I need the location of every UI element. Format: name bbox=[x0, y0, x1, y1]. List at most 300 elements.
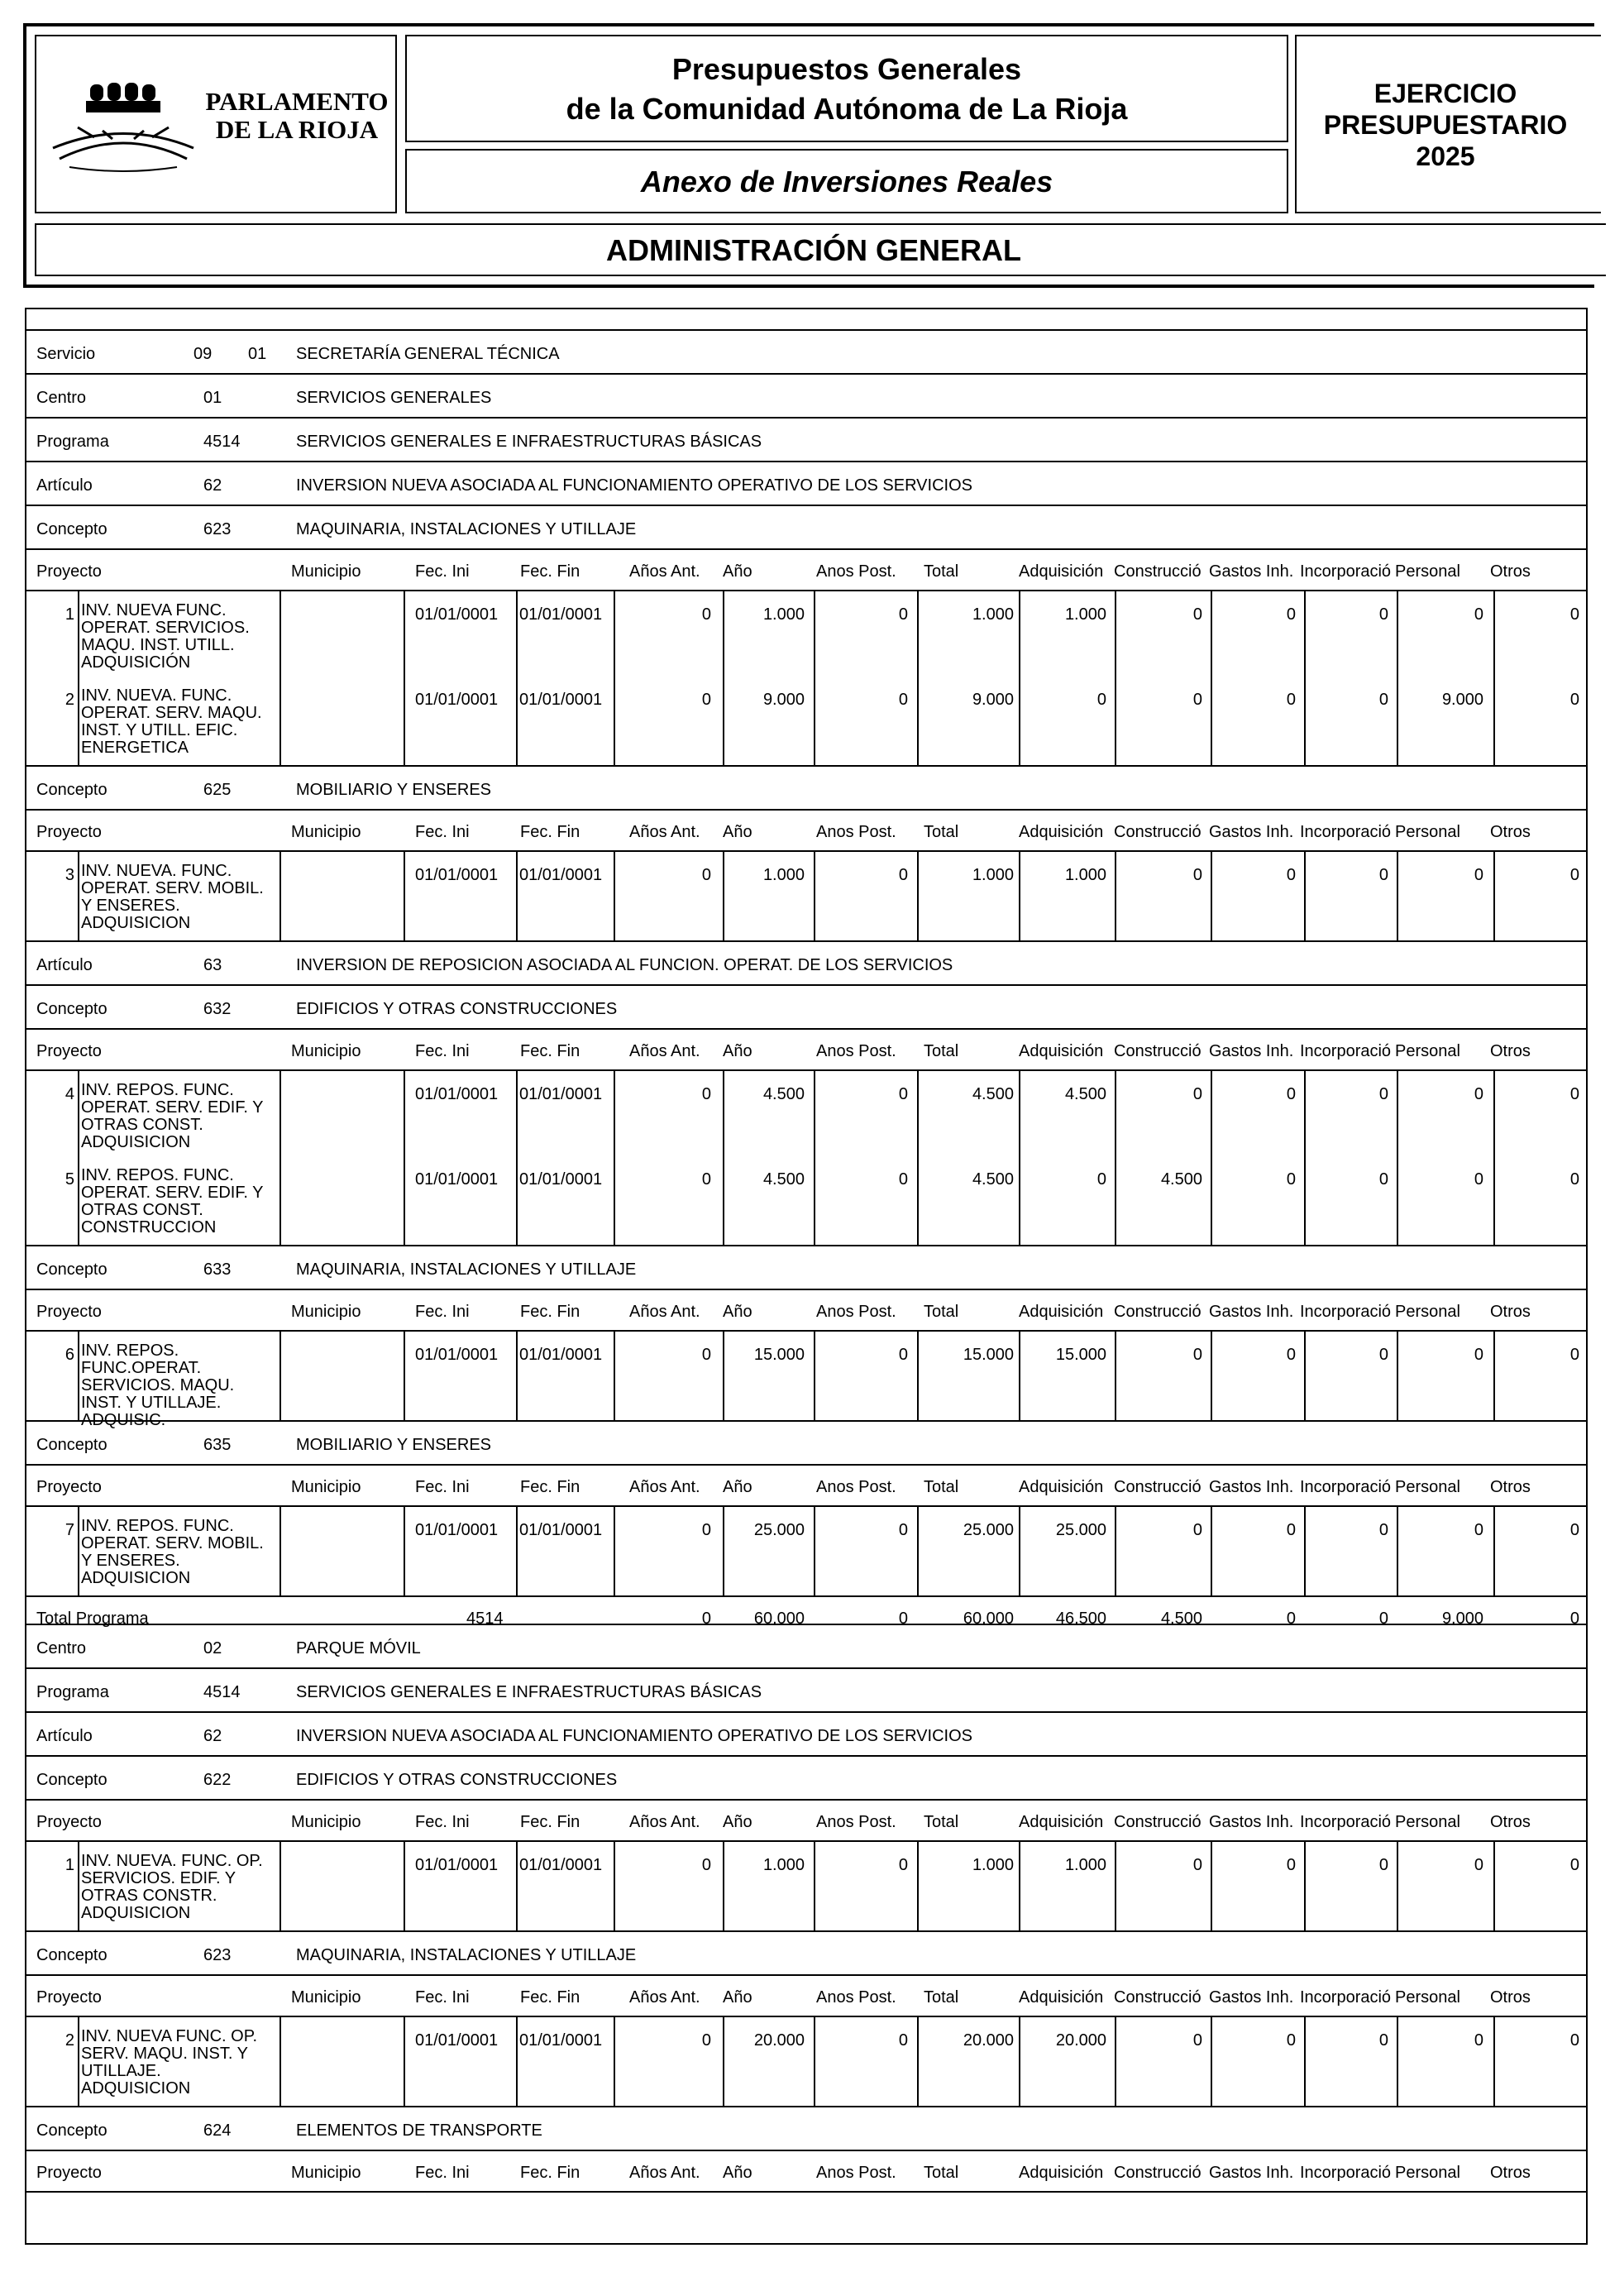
column-header: Fec. Ini bbox=[415, 1479, 470, 1495]
level-label: Artículo bbox=[36, 476, 93, 495]
section-title: ADMINISTRACIÓN GENERAL bbox=[606, 233, 1021, 267]
column-header: Fec. Fin bbox=[520, 2164, 580, 2181]
project-value-gastos: 0 bbox=[1286, 2031, 1296, 2050]
cell-divider bbox=[1211, 1330, 1212, 1420]
row-divider bbox=[26, 940, 1586, 942]
column-header: Gastos Inh. bbox=[1209, 1043, 1294, 1060]
project-value-ant: 0 bbox=[701, 2031, 711, 2050]
cell-divider bbox=[1115, 2016, 1116, 2106]
project-description: INV. REPOS. FUNC. OPERAT. SERV. EDIF. Y OTRAS CONST. CONSTRUCCION bbox=[81, 1166, 264, 1236]
column-header: Año bbox=[723, 824, 752, 840]
project-fec-fin: 01/01/0001 bbox=[519, 1856, 603, 1874]
title-line2: de la Comunidad Autónoma de La Rioja bbox=[566, 92, 1128, 126]
cell-divider bbox=[279, 1505, 281, 1595]
column-header: Anos Post. bbox=[816, 2164, 896, 2181]
project-value-post: 0 bbox=[898, 866, 908, 884]
title-box bbox=[405, 35, 1288, 142]
column-header: Personal bbox=[1395, 2164, 1460, 2181]
cell-divider bbox=[1211, 1505, 1212, 1595]
project-value-inc: 0 bbox=[1378, 691, 1388, 709]
total-value-anio: 60.000 bbox=[753, 1610, 805, 1628]
cell-divider bbox=[279, 850, 281, 940]
project-value-otros: 0 bbox=[1569, 1085, 1579, 1103]
cell-divider bbox=[614, 1840, 615, 1930]
cell-divider bbox=[723, 1505, 724, 1595]
column-header: Construcció bbox=[1114, 1479, 1202, 1495]
level-description: MOBILIARIO Y ENSERES bbox=[296, 781, 492, 799]
cell-divider bbox=[917, 1330, 919, 1420]
cell-divider bbox=[614, 1505, 615, 1595]
level-code: 624 bbox=[203, 2121, 232, 2140]
column-header: Fec. Ini bbox=[415, 1989, 470, 2006]
row-divider bbox=[26, 2106, 1586, 2107]
column-header: Proyecto bbox=[36, 1989, 102, 2006]
project-description: INV. NUEVA. FUNC. OPERAT. SERV. MAQU. INST. Y UTILL. EFIC. ENERGETICA bbox=[81, 686, 262, 757]
column-header: Personal bbox=[1395, 1479, 1460, 1495]
cell-divider bbox=[279, 1840, 281, 1930]
cell-divider bbox=[1304, 1840, 1306, 1930]
project-value-total: 20.000 bbox=[963, 2031, 1014, 2050]
column-header: Fec. Ini bbox=[415, 824, 470, 840]
level-label: Programa bbox=[36, 433, 109, 451]
row-divider bbox=[26, 548, 1586, 550]
project-value-anio: 1.000 bbox=[762, 1856, 805, 1874]
column-header: Municipio bbox=[291, 1814, 361, 1830]
level-label: Concepto bbox=[36, 1260, 107, 1279]
project-value-otros: 0 bbox=[1569, 605, 1579, 624]
cell-divider bbox=[279, 1069, 281, 1245]
project-value-cons: 0 bbox=[1192, 2031, 1202, 2050]
cell-divider bbox=[1115, 850, 1116, 940]
level-description: MAQUINARIA, INSTALACIONES Y UTILLAJE bbox=[296, 520, 637, 538]
project-value-post: 0 bbox=[898, 1170, 908, 1189]
project-value-post: 0 bbox=[898, 1346, 908, 1364]
project-fec-ini: 01/01/0001 bbox=[415, 1170, 499, 1189]
cell-divider bbox=[78, 590, 79, 765]
row-divider bbox=[26, 2016, 1586, 2017]
project-value-anio: 25.000 bbox=[753, 1521, 805, 1539]
project-description: INV. NUEVA. FUNC. OPERAT. SERV. MOBIL. Y ENSERES. ADQUISICION bbox=[81, 862, 264, 932]
cell-divider bbox=[917, 1840, 919, 1930]
cell-divider bbox=[814, 1505, 815, 1595]
cell-divider bbox=[723, 1840, 724, 1930]
column-header: Municipio bbox=[291, 2164, 361, 2181]
ejercicio-box bbox=[1295, 35, 1601, 213]
cell-divider bbox=[78, 1330, 79, 1420]
level-code: 623 bbox=[203, 520, 232, 538]
column-header: Construcció bbox=[1114, 1989, 1202, 2006]
project-value-anio: 9.000 bbox=[762, 691, 805, 709]
column-header: Años Ant. bbox=[629, 1303, 700, 1320]
project-value-inc: 0 bbox=[1378, 1521, 1388, 1539]
level-code: 4514 bbox=[203, 433, 241, 451]
level-code: 625 bbox=[203, 781, 232, 799]
column-header: Total bbox=[924, 1043, 959, 1060]
cell-divider bbox=[1493, 1505, 1495, 1595]
cell-divider bbox=[814, 1840, 815, 1930]
cell-divider bbox=[1493, 1840, 1495, 1930]
cell-divider bbox=[1493, 1330, 1495, 1420]
column-header: Años Ant. bbox=[629, 1043, 700, 1060]
level-description: EDIFICIOS Y OTRAS CONSTRUCCIONES bbox=[296, 1000, 618, 1018]
project-value-otros: 0 bbox=[1569, 2031, 1579, 2050]
cell-divider bbox=[723, 850, 724, 940]
org-name: PARLAMENTO DE LA RIOJA bbox=[205, 87, 389, 144]
cell-divider bbox=[1397, 2016, 1398, 2106]
column-header: Fec. Fin bbox=[520, 1814, 580, 1830]
project-value-cons: 4.500 bbox=[1160, 1170, 1202, 1189]
project-value-cons: 0 bbox=[1192, 605, 1202, 624]
column-header: Gastos Inh. bbox=[1209, 563, 1294, 580]
level-label: Concepto bbox=[36, 520, 107, 538]
project-description: INV. REPOS. FUNC. OPERAT. SERV. EDIF. Y OTRAS CONST. ADQUISICION bbox=[81, 1081, 264, 1151]
total-value-gastos: 0 bbox=[1286, 1610, 1296, 1628]
project-value-adq: 1.000 bbox=[1064, 605, 1106, 624]
column-header: Otros bbox=[1490, 1479, 1531, 1495]
level-code: 62 bbox=[203, 476, 222, 495]
project-number: 2 bbox=[64, 2031, 74, 2050]
project-value-adq: 1.000 bbox=[1064, 1856, 1106, 1874]
cell-divider bbox=[814, 1330, 815, 1420]
cell-divider bbox=[1115, 1505, 1116, 1595]
column-header: Proyecto bbox=[36, 1043, 102, 1060]
project-value-pers: 0 bbox=[1474, 1346, 1483, 1364]
cell-divider bbox=[404, 590, 405, 765]
project-fec-fin: 01/01/0001 bbox=[519, 1170, 603, 1189]
project-number: 6 bbox=[64, 1346, 74, 1364]
cell-divider bbox=[1211, 850, 1212, 940]
project-fec-ini: 01/01/0001 bbox=[415, 1856, 499, 1874]
column-header: Construcció bbox=[1114, 1043, 1202, 1060]
project-value-otros: 0 bbox=[1569, 1346, 1579, 1364]
cell-divider bbox=[404, 850, 405, 940]
level-label: Artículo bbox=[36, 956, 93, 974]
cell-divider bbox=[1304, 1330, 1306, 1420]
column-header: Total bbox=[924, 1989, 959, 2006]
level-label: Servicio bbox=[36, 345, 96, 363]
level-label: Artículo bbox=[36, 1727, 93, 1745]
project-description: INV. REPOS. FUNC.OPERAT. SERVICIOS. MAQU. INST. Y UTILLAJE. ADQUISIC. bbox=[81, 1342, 235, 1429]
column-header: Fec. Ini bbox=[415, 1043, 470, 1060]
project-fec-ini: 01/01/0001 bbox=[415, 1521, 499, 1539]
cell-divider bbox=[723, 1330, 724, 1420]
project-value-pers: 0 bbox=[1474, 2031, 1483, 2050]
project-fec-fin: 01/01/0001 bbox=[519, 1346, 603, 1364]
column-header: Fec. Ini bbox=[415, 1814, 470, 1830]
project-value-cons: 0 bbox=[1192, 1346, 1202, 1364]
row-divider bbox=[26, 1069, 1586, 1071]
row-divider bbox=[26, 1711, 1586, 1713]
project-description: INV. NUEVA. FUNC. OP. SERVICIOS. EDIF. Y OTRAS CONSTR. ADQUISICION bbox=[81, 1852, 263, 1922]
level-code: 632 bbox=[203, 1000, 232, 1018]
project-value-gastos: 0 bbox=[1286, 1521, 1296, 1539]
project-value-gastos: 0 bbox=[1286, 1085, 1296, 1103]
project-value-adq: 0 bbox=[1096, 1170, 1106, 1189]
row-divider bbox=[26, 1667, 1586, 1669]
cell-divider bbox=[404, 1069, 405, 1245]
column-header: Año bbox=[723, 1814, 752, 1830]
cell-divider bbox=[1397, 850, 1398, 940]
project-value-total: 4.500 bbox=[972, 1085, 1014, 1103]
project-value-pers: 0 bbox=[1474, 605, 1483, 624]
row-divider bbox=[26, 1840, 1586, 1842]
column-header: Gastos Inh. bbox=[1209, 824, 1294, 840]
project-fec-ini: 01/01/0001 bbox=[415, 866, 499, 884]
project-value-post: 0 bbox=[898, 1085, 908, 1103]
ejercicio-label: EJERCICIO PRESUPUESTARIO 2025 bbox=[1323, 79, 1568, 171]
level-code: 623 bbox=[203, 1946, 232, 1964]
column-header: Otros bbox=[1490, 1303, 1531, 1320]
column-header: Construcció bbox=[1114, 1303, 1202, 1320]
level-description: SERVICIOS GENERALES E INFRAESTRUCTURAS BÁSICAS bbox=[296, 433, 762, 451]
cell-divider bbox=[1493, 2016, 1495, 2106]
level-description: INVERSION NUEVA ASOCIADA AL FUNCIONAMIENTO OPERATIVO DE LOS SERVICIOS bbox=[296, 476, 972, 495]
level-description: SERVICIOS GENERALES bbox=[296, 389, 492, 407]
column-header: Total bbox=[924, 2164, 959, 2181]
column-header: Adquisición bbox=[1019, 824, 1104, 840]
row-divider bbox=[26, 1245, 1586, 1246]
project-value-gastos: 0 bbox=[1286, 1170, 1296, 1189]
cell-divider bbox=[1115, 1840, 1116, 1930]
project-value-adq: 4.500 bbox=[1064, 1085, 1106, 1103]
column-header: Incorporació bbox=[1300, 1989, 1392, 2006]
project-number: 2 bbox=[64, 691, 74, 709]
cell-divider bbox=[1019, 1505, 1020, 1595]
cell-divider bbox=[1304, 1505, 1306, 1595]
project-value-inc: 0 bbox=[1378, 866, 1388, 884]
project-value-cons: 0 bbox=[1192, 1856, 1202, 1874]
row-divider bbox=[26, 417, 1586, 419]
cell-divider bbox=[404, 2016, 405, 2106]
level-code2: 01 bbox=[248, 345, 267, 363]
column-header: Anos Post. bbox=[816, 1814, 896, 1830]
total-value-cons: 4.500 bbox=[1160, 1610, 1202, 1628]
level-description: MAQUINARIA, INSTALACIONES Y UTILLAJE bbox=[296, 1260, 637, 1279]
column-header: Otros bbox=[1490, 2164, 1531, 2181]
row-divider bbox=[26, 1974, 1586, 1976]
cell-divider bbox=[1019, 1840, 1020, 1930]
level-description: EDIFICIOS Y OTRAS CONSTRUCCIONES bbox=[296, 1771, 618, 1789]
cell-divider bbox=[917, 2016, 919, 2106]
column-header: Total bbox=[924, 1814, 959, 1830]
project-value-post: 0 bbox=[898, 1521, 908, 1539]
level-description: ELEMENTOS DE TRANSPORTE bbox=[296, 2121, 542, 2140]
column-header: Fec. Fin bbox=[520, 1303, 580, 1320]
column-header: Municipio bbox=[291, 1479, 361, 1495]
column-header: Adquisición bbox=[1019, 1814, 1104, 1830]
cell-divider bbox=[917, 850, 919, 940]
project-value-adq: 20.000 bbox=[1055, 2031, 1106, 2050]
column-header: Incorporació bbox=[1300, 2164, 1392, 2181]
column-header: Fec. Fin bbox=[520, 563, 580, 580]
project-value-total: 1.000 bbox=[972, 866, 1014, 884]
level-label: Centro bbox=[36, 389, 87, 407]
project-value-anio: 1.000 bbox=[762, 866, 805, 884]
cell-divider bbox=[78, 1069, 79, 1245]
project-value-otros: 0 bbox=[1569, 691, 1579, 709]
cell-divider bbox=[78, 2016, 79, 2106]
cell-divider bbox=[78, 1840, 79, 1930]
level-description: MAQUINARIA, INSTALACIONES Y UTILLAJE bbox=[296, 1946, 637, 1964]
column-header: Proyecto bbox=[36, 1814, 102, 1830]
cell-divider bbox=[404, 1840, 405, 1930]
cell-divider bbox=[279, 2016, 281, 2106]
column-header: Municipio bbox=[291, 824, 361, 840]
project-fec-ini: 01/01/0001 bbox=[415, 691, 499, 709]
column-header: Total bbox=[924, 1479, 959, 1495]
project-value-inc: 0 bbox=[1378, 1856, 1388, 1874]
column-header: Otros bbox=[1490, 1989, 1531, 2006]
project-value-inc: 0 bbox=[1378, 605, 1388, 624]
column-header: Gastos Inh. bbox=[1209, 1479, 1294, 1495]
cell-divider bbox=[516, 2016, 518, 2106]
parliament-logo-icon bbox=[45, 69, 202, 177]
column-header: Años Ant. bbox=[629, 824, 700, 840]
column-header: Personal bbox=[1395, 1814, 1460, 1830]
column-header: Incorporació bbox=[1300, 1303, 1392, 1320]
row-divider bbox=[26, 1330, 1586, 1332]
cell-divider bbox=[917, 590, 919, 765]
total-value-otros: 0 bbox=[1569, 1610, 1579, 1628]
column-header: Año bbox=[723, 1479, 752, 1495]
column-header: Proyecto bbox=[36, 563, 102, 580]
column-header: Municipio bbox=[291, 1043, 361, 1060]
column-header: Fec. Ini bbox=[415, 1303, 470, 1320]
row-divider bbox=[26, 590, 1586, 591]
project-value-pers: 0 bbox=[1474, 1856, 1483, 1874]
column-header: Anos Post. bbox=[816, 1989, 896, 2006]
row-divider bbox=[26, 1624, 1586, 1625]
column-header: Gastos Inh. bbox=[1209, 1303, 1294, 1320]
column-header: Año bbox=[723, 2164, 752, 2181]
project-fec-fin: 01/01/0001 bbox=[519, 1085, 603, 1103]
project-value-pers: 0 bbox=[1474, 866, 1483, 884]
total-value-inc: 0 bbox=[1378, 1610, 1388, 1628]
project-fec-fin: 01/01/0001 bbox=[519, 691, 603, 709]
level-code: 01 bbox=[203, 389, 222, 407]
row-divider bbox=[26, 1799, 1586, 1801]
project-number: 1 bbox=[64, 605, 74, 624]
subtitle-box bbox=[405, 149, 1288, 213]
project-value-ant: 0 bbox=[701, 605, 711, 624]
project-value-anio: 4.500 bbox=[762, 1170, 805, 1189]
level-code: 4514 bbox=[203, 1683, 241, 1701]
title-line1: Presupuestos Generales bbox=[671, 52, 1022, 86]
level-description: INVERSION DE REPOSICION ASOCIADA AL FUNCION. OPERAT. DE LOS SERVICIOS bbox=[296, 956, 953, 974]
row-divider bbox=[26, 1755, 1586, 1757]
row-divider bbox=[26, 1464, 1586, 1466]
total-value-adq: 46.500 bbox=[1055, 1610, 1106, 1628]
project-fec-ini: 01/01/0001 bbox=[415, 2031, 499, 2050]
project-number: 4 bbox=[64, 1085, 74, 1103]
column-header: Fec. Fin bbox=[520, 1479, 580, 1495]
cell-divider bbox=[814, 1069, 815, 1245]
column-header: Construcció bbox=[1114, 563, 1202, 580]
cell-divider bbox=[516, 1505, 518, 1595]
project-value-post: 0 bbox=[898, 691, 908, 709]
project-description: INV. NUEVA FUNC. OP. SERV. MAQU. INST. Y UTILLAJE. ADQUISICION bbox=[81, 2027, 258, 2097]
project-value-cons: 0 bbox=[1192, 866, 1202, 884]
project-value-ant: 0 bbox=[701, 691, 711, 709]
column-header: Personal bbox=[1395, 1989, 1460, 2006]
project-value-total: 15.000 bbox=[963, 1346, 1014, 1364]
project-value-ant: 0 bbox=[701, 1856, 711, 1874]
column-header: Municipio bbox=[291, 1303, 361, 1320]
project-value-post: 0 bbox=[898, 2031, 908, 2050]
column-header: Gastos Inh. bbox=[1209, 1989, 1294, 2006]
logo-box bbox=[35, 35, 397, 213]
column-header: Personal bbox=[1395, 824, 1460, 840]
cell-divider bbox=[917, 1069, 919, 1245]
level-code: 02 bbox=[203, 1639, 222, 1657]
project-value-post: 0 bbox=[898, 1856, 908, 1874]
row-divider bbox=[26, 984, 1586, 986]
project-value-ant: 0 bbox=[701, 1085, 711, 1103]
row-divider bbox=[26, 1420, 1586, 1422]
project-value-total: 4.500 bbox=[972, 1170, 1014, 1189]
column-header: Incorporació bbox=[1300, 1479, 1392, 1495]
level-description: PARQUE MÓVIL bbox=[296, 1639, 421, 1657]
project-value-gastos: 0 bbox=[1286, 1856, 1296, 1874]
project-value-cons: 0 bbox=[1192, 691, 1202, 709]
project-number: 1 bbox=[64, 1856, 74, 1874]
column-header: Incorporació bbox=[1300, 1043, 1392, 1060]
project-value-otros: 0 bbox=[1569, 1521, 1579, 1539]
project-fec-ini: 01/01/0001 bbox=[415, 1085, 499, 1103]
project-description: INV. NUEVA FUNC. OPERAT. SERVICIOS. MAQU. INST. UTILL. ADQUISICIÓN bbox=[81, 601, 250, 672]
project-value-ant: 0 bbox=[701, 1170, 711, 1189]
column-header: Total bbox=[924, 563, 959, 580]
cell-divider bbox=[723, 2016, 724, 2106]
project-value-inc: 0 bbox=[1378, 1085, 1388, 1103]
column-header: Fec. Fin bbox=[520, 1043, 580, 1060]
project-value-inc: 0 bbox=[1378, 1170, 1388, 1189]
column-header: Fec. Ini bbox=[415, 563, 470, 580]
column-header: Adquisición bbox=[1019, 1043, 1104, 1060]
project-value-inc: 0 bbox=[1378, 1346, 1388, 1364]
row-divider bbox=[26, 765, 1586, 767]
cell-divider bbox=[1019, 1330, 1020, 1420]
column-header: Proyecto bbox=[36, 1479, 102, 1495]
project-value-ant: 0 bbox=[701, 866, 711, 884]
column-header: Incorporació bbox=[1300, 824, 1392, 840]
row-divider bbox=[26, 505, 1586, 506]
column-header: Años Ant. bbox=[629, 1989, 700, 2006]
project-value-otros: 0 bbox=[1569, 1856, 1579, 1874]
project-value-otros: 0 bbox=[1569, 866, 1579, 884]
cell-divider bbox=[1397, 1330, 1398, 1420]
level-label: Concepto bbox=[36, 781, 107, 799]
column-header: Adquisición bbox=[1019, 563, 1104, 580]
subtitle: Anexo de Inversiones Reales bbox=[640, 165, 1053, 199]
project-fec-fin: 01/01/0001 bbox=[519, 1521, 603, 1539]
column-header: Construcció bbox=[1114, 824, 1202, 840]
project-value-pers: 9.000 bbox=[1441, 691, 1483, 709]
column-header: Proyecto bbox=[36, 1303, 102, 1320]
level-code: 622 bbox=[203, 1771, 232, 1789]
column-header: Anos Post. bbox=[816, 824, 896, 840]
level-code: 62 bbox=[203, 1727, 222, 1745]
cell-divider bbox=[614, 1330, 615, 1420]
project-value-otros: 0 bbox=[1569, 1170, 1579, 1189]
row-divider bbox=[26, 1505, 1586, 1507]
project-value-total: 25.000 bbox=[963, 1521, 1014, 1539]
level-label: Concepto bbox=[36, 1771, 107, 1789]
column-header: Gastos Inh. bbox=[1209, 2164, 1294, 2181]
cell-divider bbox=[1304, 850, 1306, 940]
row-divider bbox=[26, 1930, 1586, 1932]
cell-divider bbox=[1397, 1840, 1398, 1930]
